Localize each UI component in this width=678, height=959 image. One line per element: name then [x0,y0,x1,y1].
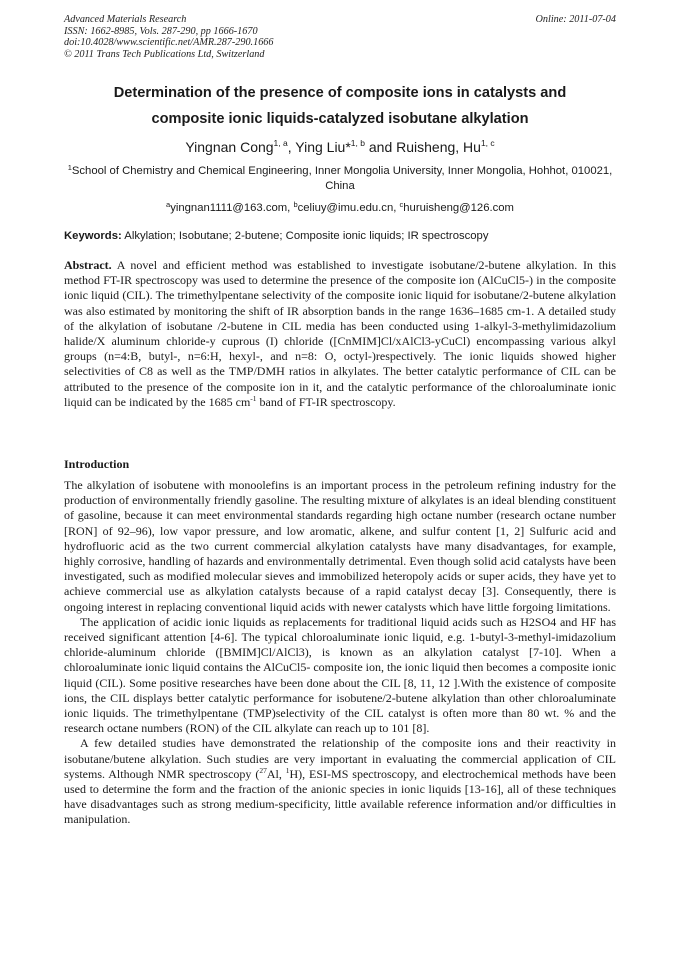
author-1: Yingnan Cong [185,139,274,155]
keywords-label: Keywords: [64,230,122,242]
author-emails [64,201,616,215]
abstract-label: Abstract. [64,258,112,272]
affiliation-marker: 1 [67,163,72,172]
introduction-body [64,478,616,828]
section-heading-introduction: Introduction [64,457,130,471]
intro-paragraph-3 [64,736,616,827]
title-line-2: composite ionic liquids-catalyzed isobutane alkylation [151,111,529,127]
keywords-text: Alkylation; Isobutane; 2-butene; Composite ionic liquids; IR spectroscopy [121,230,489,242]
author-separator: and [364,139,397,155]
intro-p3-text: Al, [266,766,286,781]
abstract-superscript: -1 [250,393,257,403]
email-b: celiuy@imu.edu.cn, [297,202,400,214]
email-c: huruisheng@126.com [403,202,514,214]
intro-p3-text: A few detailed studies have demonstrated the relationship of the composite ions and their reactivity in isobutane/butene alkylation. Such studies are very important in evaluating the commercial application of CIL systems. Although NMR spectroscopy ( [64,736,616,781]
journal-issn: ISSN: 1662-8985, Vols. 287-290, pp 1666-1670 [64,25,258,37]
author-1-marker: 1, a [273,138,288,148]
author-3: Ruisheng, Hu [396,139,481,155]
online-date: Online: 2011-07-04 [535,14,616,25]
journal-name: Advanced Materials Research [64,14,187,25]
affiliation-text: School of Chemistry and Chemical Engineering, Inner Mongolia University, Inner Mongolia, Hohhot, 010021, China [71,165,613,192]
email-a-marker: a [166,200,171,209]
intro-p3-superscript: 27 [259,765,267,775]
paper-title [64,80,616,132]
abstract-text-end: band of FT-IR spectroscopy. [256,394,396,409]
intro-paragraph-2: The application of acidic ionic liquids as replacements for traditional liquid acids such as H2SO4 and HF has received significant attention [4-6]. The typical chloroaluminate ionic liquid, e.g. 1-butyl-3-methyl-imidazolium chloride-aluminum chloride ([BMIM]Cl/AlCl3), is known as an alkylation catalyst [7-10]. When a chloroaluminate ionic liquid contains the AlCuCl5- composite ion, the ionic liquid then becomes a composite ionic liquid (CIL). Some positive researches have been done about the CIL [8, 11, 12 ].With the existence of composite ions, the CIL displays better catalytic performance for isobutene/2-butene alkylation than other chloroaluminate ionic liquids. The trimethylpentane (TMP)selectivity of the CIL catalyst is often more than 80 wt. % and the research octane numbers (RON) of the CIL alkylate can reach up to 101 [8]. [64,614,616,736]
intro-paragraph-1: The alkylation of isobutene with monoolefins is an important process in the petroleum refining industry for the production of environmentally friendly gasoline. The resulting mixture of alkylates is an ideal blending constituent of gasoline, because it can meet environmental standards regarding high octane number (research octane number [RON] of 92–96), low vapor pressure, and low aromatic, alkene, and sulfur content [1, 2] Sulfuric acid and hydrofluoric acid as the two current commercial alkylation catalysts have many disadvantages, for example, highly corrosive, handling of hazards and environmentally detrimental. Even though solid acid catalysts have been investigated, such as modified molecular sieves and immobilized heteropoly acids or super acids, they have yet to achieve commercial use as alkylation catalysts because of a rapid catalyst decay [3]. Consequently, there is ongoing interest in replacing conventional liquid acids with newer catalysts which have little forgoing limitations. [64,478,616,614]
intro-p3-text: H), ESI-MS spectroscopy, and electrochemical methods have been used to determine the form and the fraction of the anionic species in ionic liquids [13-16], all of these techniques have disadvantages such as strong medium-specificity, little available reference information and/or difficulties in manipulation. [64,766,616,827]
journal-doi: doi:10.4028/www.scientific.net/AMR.287-290.1666 [64,37,274,49]
journal-header [64,14,616,60]
abstract [64,258,616,410]
title-line-1: Determination of the presence of composite ions in catalysts and [113,85,567,101]
journal-copyright: © 2011 Trans Tech Publications Ltd, Switzerland [64,48,265,60]
author-3-marker: 1, c [480,138,495,148]
author-list [64,138,616,156]
keywords [64,229,616,243]
email-c-marker: c [399,200,404,209]
author-2: Ying Liu* [295,139,351,155]
abstract-text: A novel and efficient method was established to investigate isobutane/2-butene alkylation. In this method FT-IR spectroscopy was used to determine the presence of the composite ion (AlCuCl5-) in the composite ionic liquid (CIL). The trimethylpentane selectivity of the composite ionic liquid for isobutane/2-butene alkylation was also estimated by monitoring the shift of IR absorption bands in the range 1636–1685 cm-1. A detailed study of the alkylation of isobutane /2-butene in CIL media has been conducted using 1-alkyl-3-methylimidazolium halide/X aluminum chloride-y cuprous (I) chloride ([CnMIM]Cl/xAlCl3-yCuCl) encompassing various alkyl groups (n=4:B, butyl-, n=6:H, hexyl-, and n=8: O, octyl-)respectively. The ionic liquids showed higher selectivities of C8 as well as the TMP/DMH ratios in alkylates. The better catalytic performance of CIL can be attributed to the presence of the composite ion in it, and the catalytic performance of the chloroaluminate ionic liquid can be indicated by the 1685 cm [64,258,616,409]
author-2-marker: 1, b [350,138,365,148]
intro-p3-superscript: 1 [285,765,290,775]
author-separator: , [287,139,296,155]
affiliation [64,164,616,194]
email-a: yingnan1111@163.com, [170,202,294,214]
email-b-marker: b [293,200,298,209]
